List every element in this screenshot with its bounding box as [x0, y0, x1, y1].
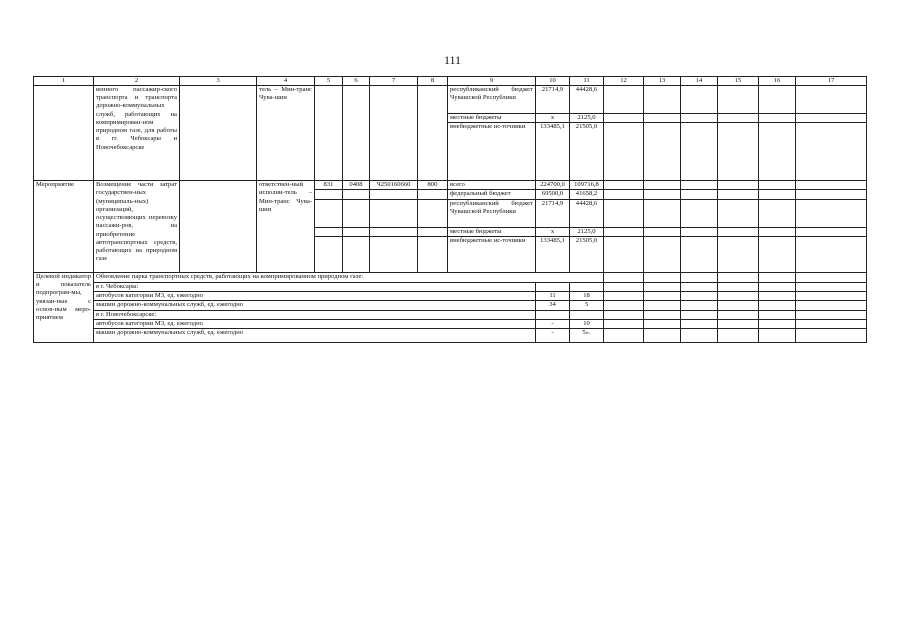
funding-source: внебюджетные ис-точники [448, 123, 536, 181]
amount-2019: 133485,1 [536, 123, 570, 181]
goal-cell [180, 86, 257, 181]
table-row [34, 301, 867, 310]
amount-2020: 44428,6 [570, 199, 604, 227]
indicator-text: в г. Чебоксары: [94, 282, 536, 291]
program-table [33, 76, 867, 343]
amount-2019: 133485,1 [536, 236, 570, 272]
vr-code: 800 [418, 181, 448, 190]
indicator-label: Целевой индикатор и показатель подпрограм-мы, увязан-ные с основ-ным меро-приятием [34, 272, 94, 342]
page-number: 111 [443, 53, 462, 67]
funding-source: федеральный бюджет [448, 190, 536, 199]
indicator-2019: - [536, 329, 570, 343]
column-number: 14 [681, 77, 718, 86]
table-row [34, 292, 867, 301]
amount-2020: 41658,2 [570, 190, 604, 199]
indicator-2019 [536, 310, 570, 319]
amount-2019: х [536, 114, 570, 123]
indicator-2020: 5 [570, 301, 604, 310]
kind-cell [34, 86, 94, 181]
funding-source: местные бюджеты [448, 114, 536, 123]
amount-2019: 69500,0 [536, 190, 570, 199]
indicator-text: машин дорожно-коммунальных служб, ед. ежегодно [94, 301, 536, 310]
indicator-2020: 18 [570, 292, 604, 301]
indicator-heading: Обновление парка транспортных средств, работающих на компримированном природном газе: [94, 272, 604, 282]
amount-2019: 21714,9 [536, 86, 570, 114]
column-number: 17 [796, 77, 867, 86]
table-row [34, 319, 867, 328]
vr-cell [418, 86, 448, 181]
amount-2019: х [536, 227, 570, 236]
column-number: 13 [644, 77, 681, 86]
column-number: 11 [570, 77, 604, 86]
rzpr-cell [343, 86, 370, 181]
csr-cell [370, 86, 418, 181]
indicator-text: машин дорожно-коммунальных служб, ед. ежегодно [94, 329, 536, 343]
indicator-2019 [536, 282, 570, 291]
table-row [34, 86, 867, 114]
table-row [34, 329, 867, 343]
column-number: 4 [257, 77, 315, 86]
table-row [34, 272, 867, 282]
grbs-cell [315, 86, 343, 181]
column-number: 2 [94, 77, 180, 86]
amount-2019: 21714,9 [536, 199, 570, 227]
column-number: 8 [418, 77, 448, 86]
column-number: 10 [536, 77, 570, 86]
funding-source: всего [448, 181, 536, 190]
amount-2020: 44428,6 [570, 86, 604, 114]
indicator-text: автобусов категории М3, ед. ежегодно [94, 292, 536, 301]
indicator-text: в г. Новочебоксарске: [94, 310, 536, 319]
amount-2020: 2125,0 [570, 227, 604, 236]
column-number: 7 [370, 77, 418, 86]
column-number-row [34, 77, 867, 86]
executor-cell: ответствен-ный исполни-тель – Мин-транс Чува-шии [257, 181, 315, 273]
executor-cell: тель – Мин-транс Чува-шии [257, 86, 315, 181]
column-number: 9 [448, 77, 536, 86]
table-row [34, 282, 867, 291]
amount-2020: 2125,0 [570, 114, 604, 123]
indicator-2019: 34 [536, 301, 570, 310]
column-number: 3 [180, 77, 257, 86]
funding-source: республиканский бюджет Чувашской Республики [448, 86, 536, 114]
activity-kind: Мероприятие [34, 181, 94, 273]
funding-source: местные бюджеты [448, 227, 536, 236]
activity-description: Возмещение части затрат государствен-ных (муниципаль-ных) организаций, осуществляющих перевозку пассажи-ров, на приобретение автотранспортных средств, работающих на природном газе [94, 181, 180, 273]
table-row [34, 310, 867, 319]
table-row [34, 181, 867, 190]
indicator-2020 [570, 310, 604, 319]
column-number: 12 [604, 77, 644, 86]
rzpr-code: 0408 [343, 181, 370, 190]
goal-cell [180, 181, 257, 273]
activity-description: венного пассажир-ского транспорта и транспорта дорожно-коммунальных служб, работающих на компримирован-ном природном газе, для работы в гг. Чебоксары и Новочебоксарске [94, 86, 180, 181]
indicator-2019: 11 [536, 292, 570, 301]
csr-code: Ч250160660 [370, 181, 418, 190]
column-number: 15 [718, 77, 759, 86]
amount-2019: 224700,0 [536, 181, 570, 190]
amount-2020: 21505,0 [570, 123, 604, 181]
funding-source: внебюджетные ис-точники [448, 236, 536, 272]
column-number: 6 [343, 77, 370, 86]
grbs-code: 831 [315, 181, 343, 190]
indicator-2020 [570, 282, 604, 291]
indicator-2020: 10 [570, 319, 604, 328]
funding-source: республиканский бюджет Чувашской Республики [448, 199, 536, 227]
column-number: 1 [34, 77, 94, 86]
column-number: 16 [759, 77, 796, 86]
indicator-2020: 5». [570, 329, 604, 343]
indicator-2019: - [536, 319, 570, 328]
amount-2020: 21505,0 [570, 236, 604, 272]
indicator-text: автобусов категории М3, ед. ежегодно [94, 319, 536, 328]
column-number: 5 [315, 77, 343, 86]
amount-2020: 109716,8 [570, 181, 604, 190]
